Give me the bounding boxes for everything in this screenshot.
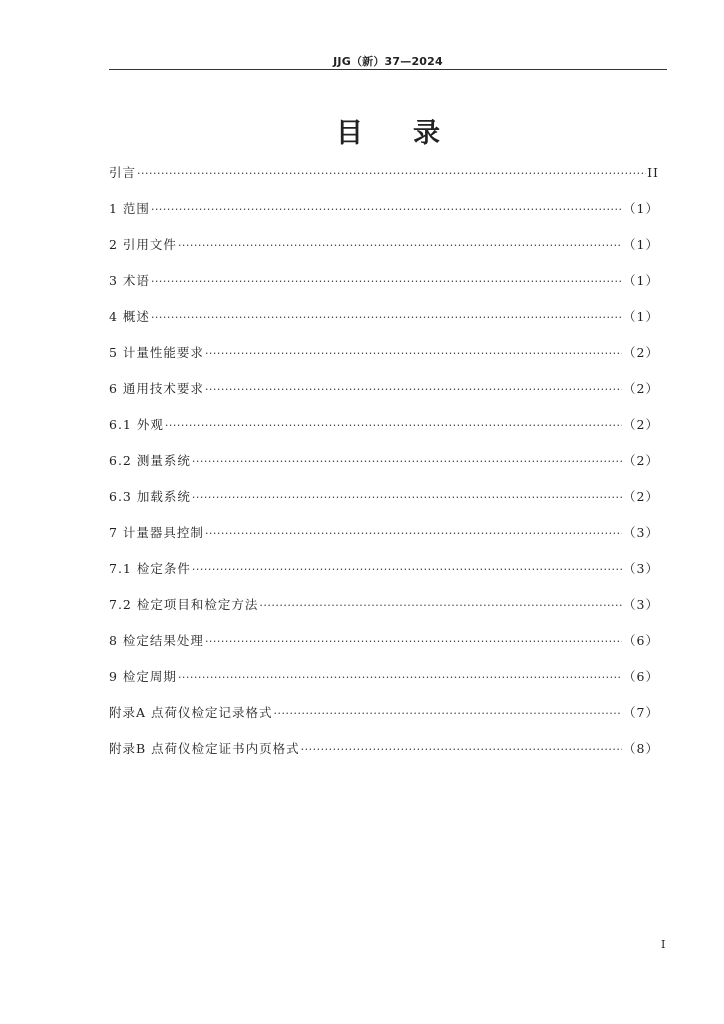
toc-entry-overview[interactable] <box>109 306 659 342</box>
toc-entry-label: 4 概述 <box>109 309 150 324</box>
toc-entry-page: （2） <box>623 489 659 504</box>
toc-leader-dots <box>301 739 622 761</box>
toc-leader-dots <box>151 307 622 329</box>
toc-leader-dots <box>178 667 622 689</box>
toc-entry-label: 8 检定结果处理 <box>109 633 204 648</box>
toc-entry-verification-items-methods[interactable] <box>109 594 659 630</box>
toc-entry-result-handling[interactable] <box>109 630 659 666</box>
toc-entry-label: 6 通用技术要求 <box>109 381 204 396</box>
toc-leader-dots <box>274 703 623 725</box>
toc-entry-page: （2） <box>623 381 659 396</box>
toc-entry-instrument-control[interactable] <box>109 522 659 558</box>
toc-entry-metrological-requirements[interactable] <box>109 342 659 378</box>
toc-entry-page: （2） <box>623 417 659 432</box>
toc-entry-label: 3 术语 <box>109 273 150 288</box>
table-of-contents <box>109 162 659 774</box>
toc-entry-label: 1 范围 <box>109 201 150 216</box>
toc-leader-dots <box>151 199 622 221</box>
toc-entry-page: （1） <box>623 309 659 324</box>
toc-entry-label: 9 检定周期 <box>109 669 177 684</box>
toc-leader-dots <box>192 487 622 509</box>
toc-entry-scope[interactable] <box>109 198 659 234</box>
toc-leader-dots <box>205 523 622 545</box>
toc-leader-dots <box>165 415 622 437</box>
toc-entry-label: 7.1 检定条件 <box>109 561 191 576</box>
toc-entry-page: （6） <box>623 669 659 684</box>
toc-entry-page: （2） <box>623 453 659 468</box>
toc-entry-page: （1） <box>623 237 659 252</box>
toc-entry-label: 6.3 加载系统 <box>109 489 191 504</box>
toc-entry-label: 引言 <box>109 165 137 180</box>
toc-leader-dots <box>205 631 622 653</box>
toc-entry-appendix-b[interactable] <box>109 738 659 774</box>
toc-entry-appearance[interactable] <box>109 414 659 450</box>
toc-entry-page: II <box>647 165 659 180</box>
toc-entry-page: （3） <box>623 561 659 576</box>
toc-entry-page: （7） <box>623 705 659 720</box>
toc-entry-verification-conditions[interactable] <box>109 558 659 594</box>
toc-entry-page: （2） <box>623 345 659 360</box>
toc-entry-page: （6） <box>623 633 659 648</box>
toc-entry-general-technical-requirements[interactable] <box>109 378 659 414</box>
header-divider <box>109 69 667 70</box>
page-title: 目录 <box>336 118 490 149</box>
toc-entry-label: 6.2 测量系统 <box>109 453 191 468</box>
page-number: I <box>661 938 666 951</box>
toc-leader-dots <box>205 379 622 401</box>
toc-entry-page: （3） <box>623 525 659 540</box>
toc-entry-label: 7.2 检定项目和检定方法 <box>109 597 259 612</box>
toc-entry-label: 7 计量器具控制 <box>109 525 204 540</box>
toc-entry-page: （3） <box>623 597 659 612</box>
toc-entry-label: 6.1 外观 <box>109 417 164 432</box>
toc-entry-terms[interactable] <box>109 270 659 306</box>
toc-entry-label: 2 引用文件 <box>109 237 177 252</box>
toc-entry-page: （1） <box>623 201 659 216</box>
toc-entry-page: （1） <box>623 273 659 288</box>
toc-entry-label: 附录A 点荷仪检定记录格式 <box>109 705 273 720</box>
toc-entry-page: （8） <box>623 741 659 756</box>
toc-leader-dots <box>192 451 622 473</box>
toc-leader-dots <box>137 163 646 185</box>
toc-leader-dots <box>192 559 622 581</box>
toc-leader-dots <box>151 271 622 293</box>
toc-leader-dots <box>259 595 622 617</box>
toc-entry-label: 5 计量性能要求 <box>109 345 204 360</box>
toc-entry-label: 附录B 点荷仪检定证书内页格式 <box>109 741 300 756</box>
document-code-header: JJG（新）37—2024 <box>333 55 443 68</box>
toc-entry-foreword[interactable] <box>109 162 659 198</box>
toc-leader-dots <box>205 343 622 365</box>
toc-entry-appendix-a[interactable] <box>109 702 659 738</box>
toc-entry-measuring-system[interactable] <box>109 450 659 486</box>
toc-entry-verification-period[interactable] <box>109 666 659 702</box>
toc-entry-references[interactable] <box>109 234 659 270</box>
toc-entry-loading-system[interactable] <box>109 486 659 522</box>
toc-leader-dots <box>178 235 622 257</box>
